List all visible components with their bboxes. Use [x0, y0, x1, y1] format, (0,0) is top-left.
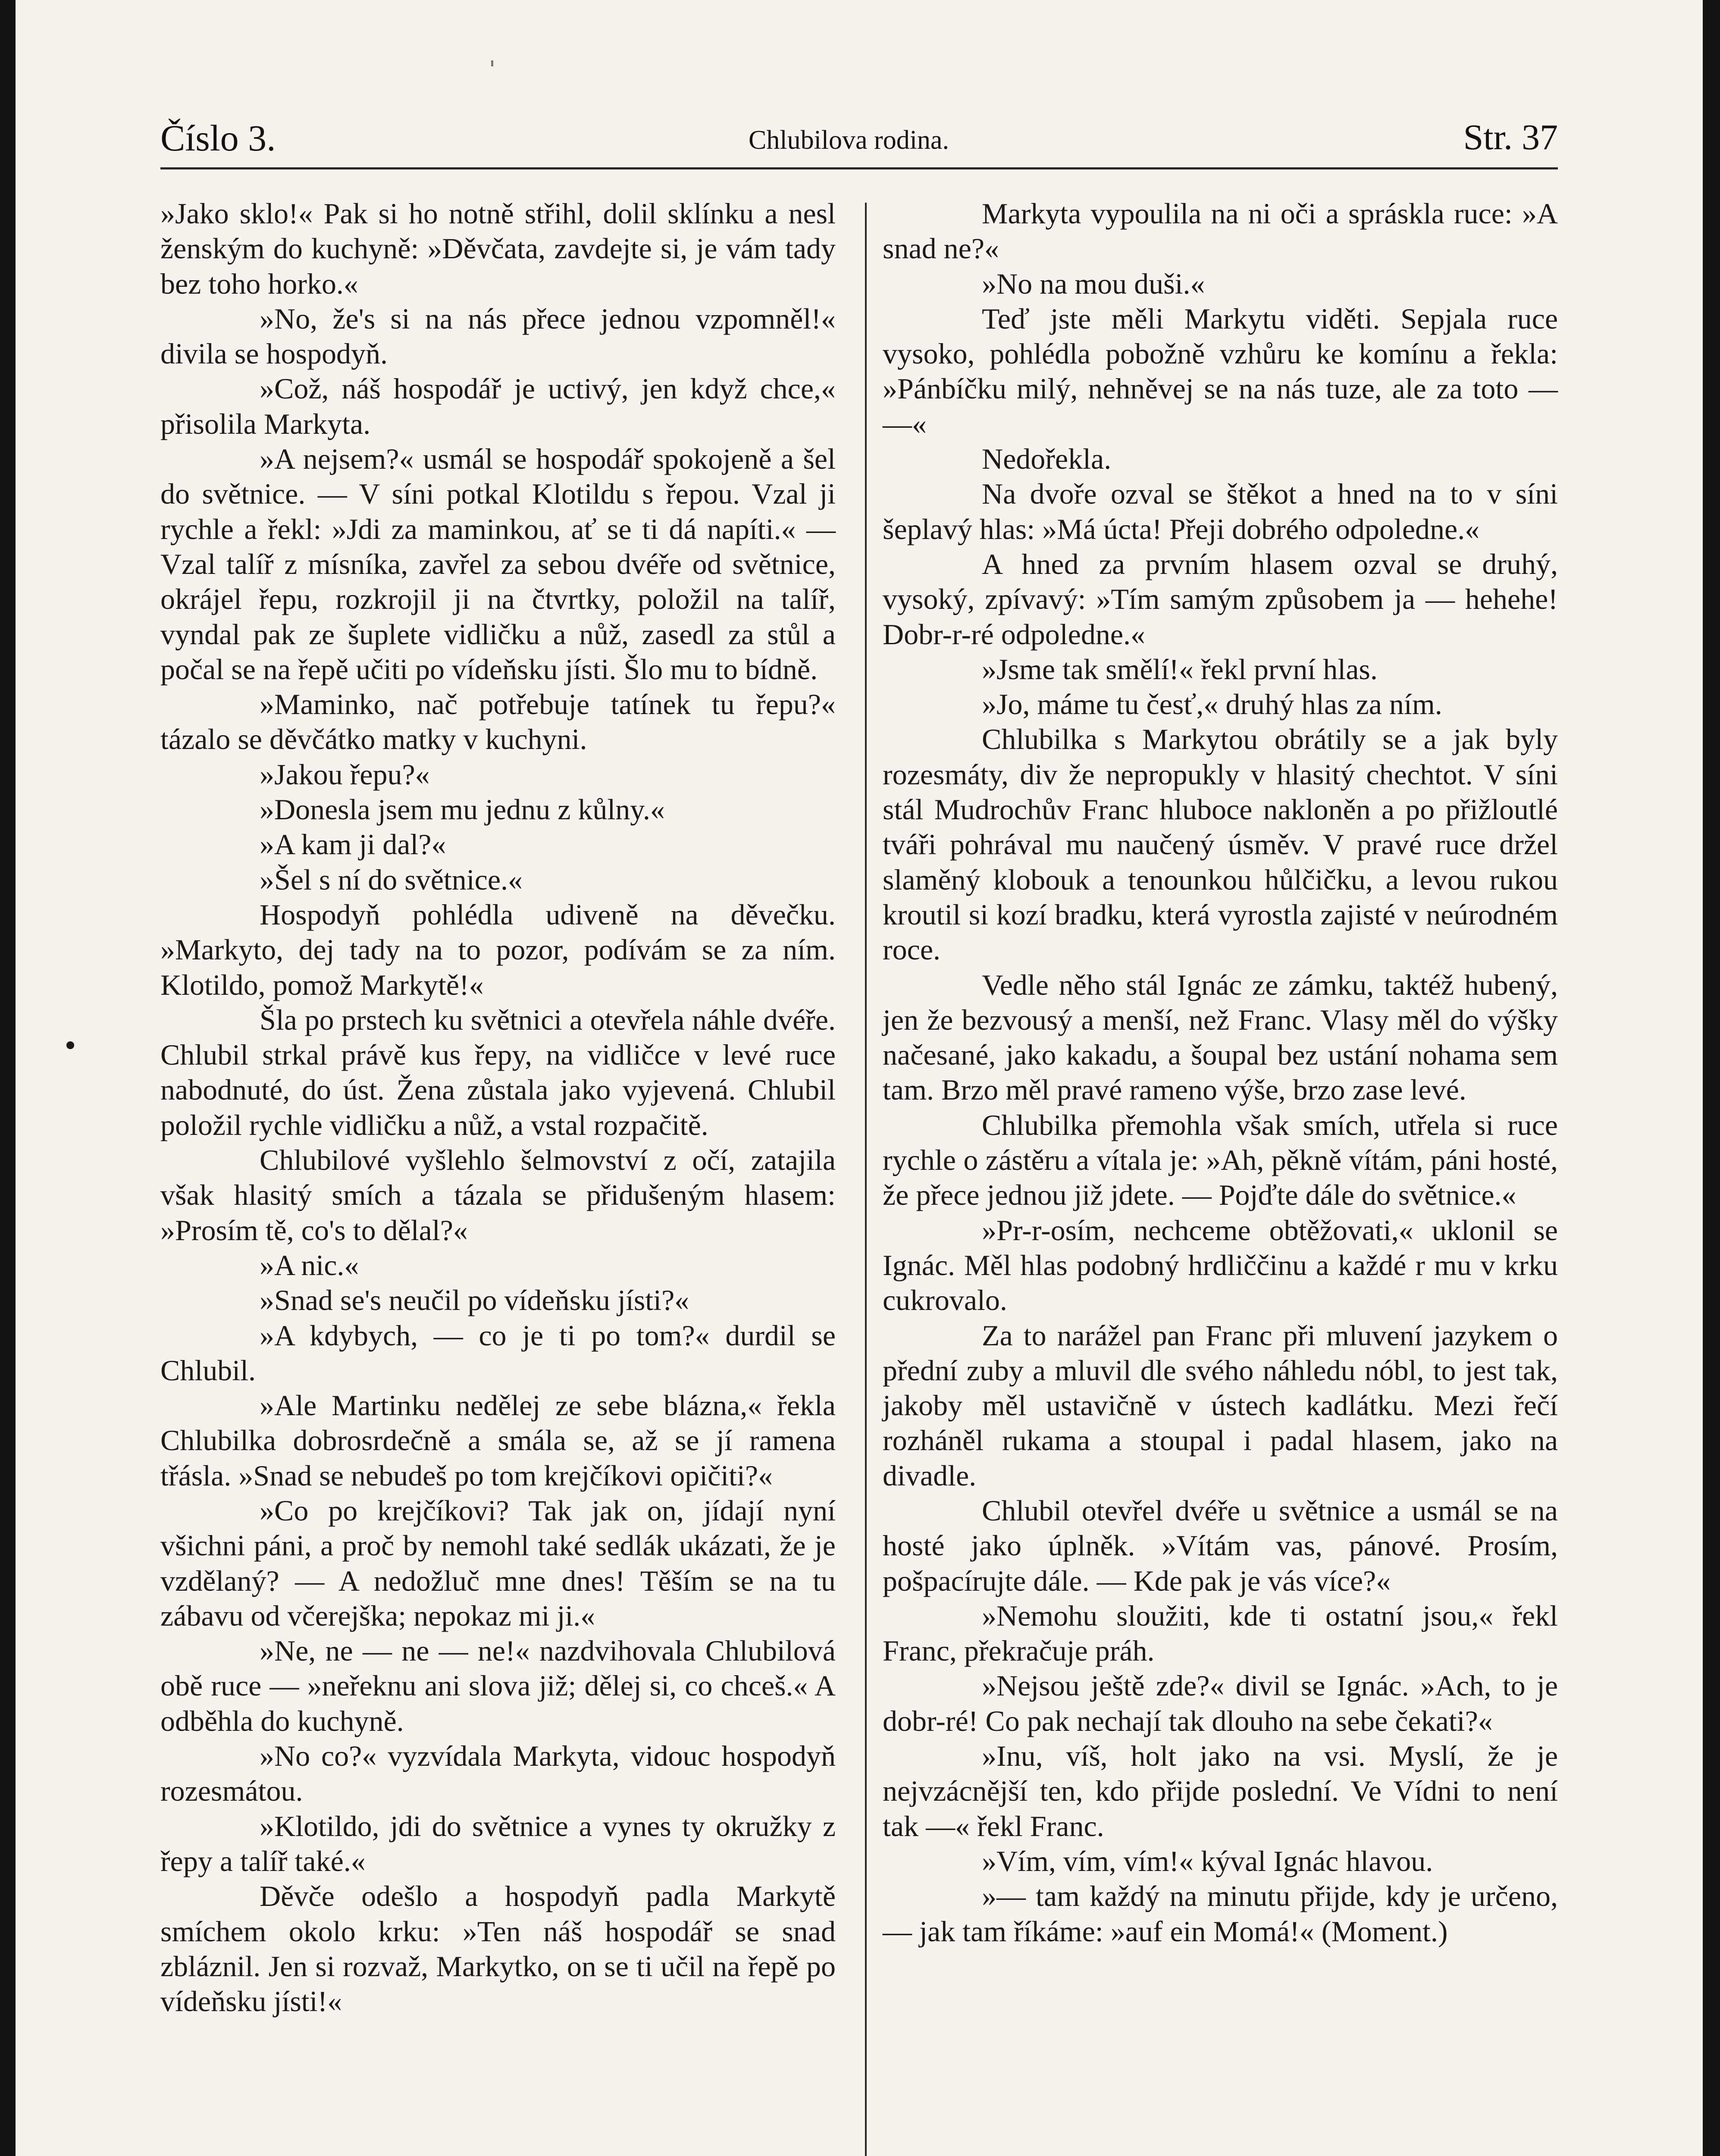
paragraph: Chlubil otevřel dvéře u světnice a usmál se na hosté jako úplněk. »Vítám vas, pánové. Prosím, pošpacírujte dále. — Kde pak je vás více?«	[883, 1494, 1558, 1597]
paragraph: Nedořekla.	[982, 442, 1112, 476]
paragraph: »Donesla jsem mu jednu z kůlny.«	[260, 793, 665, 826]
right-column	[883, 196, 1558, 1949]
paragraph: »A nic.«	[260, 1248, 359, 1282]
paragraph: Markyta vypoulila na ni oči a spráskla ruce: »A snad ne?«	[883, 197, 1558, 265]
paragraph: »No co?« vyzvídala Markyta, vidouc hospodyň rozesmátou.	[160, 1739, 836, 1808]
paragraph: Chlubilka s Markytou obrátily se a jak byly rozesmáty, div že nepropukly v hlasitý chechtot. V síni stál Mudrochův Franc hluboce nakloněn a po přižloutlé tváři pohrával mu naučený úsměv. V pravé ruce držel slaměný klobouk a tenounkou hůlčičku, a levou rukou kroutil si kozí bradku, která vyrostla zajisté v neúrodném roce.	[883, 723, 1558, 966]
page-number: Str. 37	[1463, 117, 1558, 157]
paragraph: »Maminko, nač potřebuje tatínek tu řepu?« tázalo se děvčátko matky v kuchyni.	[160, 688, 836, 756]
paragraph: »Šel s ní do světnice.«	[260, 863, 523, 896]
paragraph: Chlubilka přemohla však smích, utřela si ruce rychle o zástěru a vítala je: »Ah, pěkně vítám, páni hosté, že přece jednou již jdete. — Pojďte dále do světnice.«	[883, 1108, 1558, 1212]
running-title: Chlubilova rodina.	[749, 125, 949, 155]
paragraph: »Jsme tak smělí!« řekl první hlas.	[982, 652, 1378, 686]
paragraph: »A kdybych, — co je ti po tom?« durdil se Chlubil.	[160, 1319, 836, 1387]
paragraph: »Nemohu sloužiti, kde ti ostatní jsou,« řekl Franc, překračuje práh.	[883, 1599, 1558, 1667]
paragraph: »Jakou řepu?«	[260, 758, 430, 791]
paragraph: Hospodyň pohlédla udiveně na děvečku. »Markyto, dej tady na to pozor, podívám se za ním. Klotildo, pomož Markytě!«	[160, 898, 836, 1001]
paragraph: Za to narážel pan Franc při mluvení jazykem o přední zuby a mluvil dle svého náhledu nóbl, to jest tak, jakoby měl ustavičně v ústech kadlátku. Mezi řečí rozháněl rukama a stoupal i padal hlasem, jako na divadle.	[883, 1319, 1558, 1492]
paragraph: Na dvoře ozval se štěkot a hned na to v síni šeplavý hlas: »Má úcta! Přeji dobrého odpoledne.«	[883, 477, 1558, 545]
paragraph: »Co po krejčíkovi? Tak jak on, jídají nyní všichni páni, a proč by nemohl také sedlák ukázati, že je vzdělaný? — A nedožluč mne dnes! Těším se na tu zábavu od včerejška; nepokaz mi ji.«	[160, 1494, 836, 1632]
paragraph: »Inu, víš, holt jako na vsi. Myslí, že je nejvzácnější ten, kdo přijde poslední. Ve Vídni to není tak —« řekl Franc.	[883, 1739, 1558, 1843]
paragraph: »Což, náš hospodář je uctivý, jen když chce,« přisolila Markyta.	[160, 372, 836, 440]
paragraph: Vedle něho stál Ignác ze zámku, taktéž hubený, jen že bezvousý a menší, než Franc. Vlasy měl do výšky načesané, jako kakadu, a šoupal bez ustání nohama sem tam. Brzo měl pravé rameno výše, brzo zase levé.	[883, 968, 1558, 1106]
margin-dot	[66, 1041, 74, 1049]
paragraph: »Ne, ne — ne — ne!« nazdvihovala Chlubilová obě ruce — »neřeknu ani slova již; dělej si, co chceš.« A odběhla do kuchyně.	[160, 1634, 836, 1737]
paragraph: »No na mou duši.«	[982, 267, 1205, 300]
speck	[491, 60, 493, 66]
paragraph: Chlubilové vyšlehlo šelmovství z očí, zatajila však hlasitý smích a tázala se přidušeným hlasem: »Prosím tě, co's to dělal?«	[160, 1144, 836, 1247]
issue-number: Číslo 3.	[160, 117, 276, 159]
paragraph: »A nejsem?« usmál se hospodář spokojeně a šel do světnice. — V síni potkal Klotildu s řepou. Vzal ji rychle a řekl: »Jdi za maminkou, ať se ti dá napíti.« — Vzal talíř z mísníka, zavřel za sebou dvéře od světnice, okrájel řepu, rozkrojil ji na čtvrtky, položil na talíř, vyndal pak ze šuplete vidličku a nůž, zasedl za stůl a počal se na řepě učiti po vídeňsku jísti. Šlo mu to bídně.	[160, 442, 836, 686]
paragraph: »Jako sklo!« Pak si ho notně střihl, dolil sklínku a nesl ženským do kuchyně: »Děvčata, zavdejte si, je vám tady bez toho horko.«	[160, 197, 836, 300]
paragraph: »Pr-r-osím, nechceme obtěžovati,« uklonil se Ignác. Měl hlas podobný hrdliččinu a každé r mu v krku cukrovalo.	[883, 1213, 1558, 1317]
page	[16, 0, 1703, 2156]
paragraph: »— tam každý na minutu přijde, kdy je určeno, — jak tam říkáme: »auf ein Momá!« (Moment.)	[883, 1880, 1558, 1948]
paragraph: »Vím, vím, vím!« kýval Ignác hlavou.	[982, 1844, 1433, 1877]
paragraph: A hned za prvním hlasem ozval se druhý, vysoký, zpívavý: »Tím samým způsobem ja — hehehe! Dobr-r-ré odpoledne.«	[883, 547, 1558, 651]
paragraph: »A kam ji dal?«	[260, 828, 446, 861]
paragraph: »Jo, máme tu česť,« druhý hlas za ním.	[982, 688, 1442, 721]
paragraph: Děvče odešlo a hospodyň padla Markytě smíchem okolo krku: »Ten náš hospodář se snad zbláznil. Jen si rozvaž, Markytko, on se ti učil na řepě po vídeňsku jísti!«	[160, 1880, 836, 2018]
paragraph: Teď jste měli Markytu viděti. Sepjala ruce vysoko, pohlédla pobožně vzhůru ke komínu a řekla: »Pánbíčku milý, nehněvej se na nás tuze, ale za toto — —«	[883, 302, 1558, 440]
header-rule	[160, 167, 1558, 169]
left-column	[160, 196, 836, 2019]
paragraph: »Klotildo, jdi do světnice a vynes ty okružky z řepy a talíř také.«	[160, 1809, 836, 1877]
paragraph: Šla po prstech ku světnici a otevřela náhle dvéře. Chlubil strkal právě kus řepy, na vidličce v levé ruce nabodnuté, do úst. Žena zůstala jako vyjevená. Chlubil položil rychle vidličku a nůž, a vstal rozpačitě.	[160, 1003, 836, 1141]
paragraph: »Snad se's neučil po vídeňsku jísti?«	[260, 1284, 689, 1317]
paragraph: »Ale Martinku nedělej ze sebe blázna,« řekla Chlubilka dobrosrdečně a smála se, až se jí ramena třásla. »Snad se nebudeš po tom krejčíkovi opičiti?«	[160, 1389, 836, 1492]
paragraph: »No, že's si na nás přece jednou vzpomněl!« divila se hospodyň.	[160, 302, 836, 370]
paragraph: »Nejsou ještě zde?« divil se Ignác. »Ach, to je dobr-ré! Co pak nechají tak dlouho na sebe čekati?«	[883, 1669, 1558, 1737]
column-divider	[865, 203, 867, 2156]
